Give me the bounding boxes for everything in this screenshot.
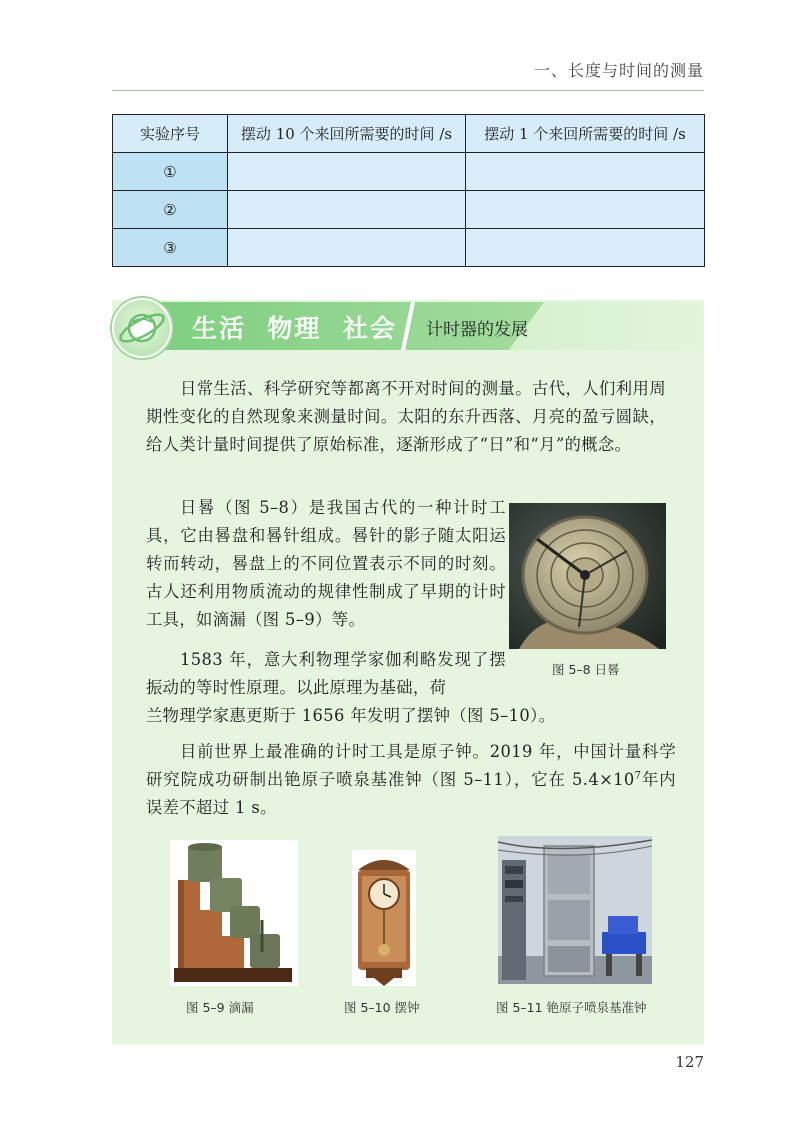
table-row	[113, 229, 705, 267]
banner-title: 生活 物理 社会	[192, 314, 397, 343]
table-cell-time-10[interactable]	[228, 153, 466, 191]
caption-atomic-clock: 图 5–11 铯原子喷泉基准钟	[496, 1000, 647, 1015]
caption-pendulum-clock: 图 5–10 摆钟	[344, 1000, 420, 1015]
saturn-planet-icon	[112, 298, 172, 358]
table-cell-time-10[interactable]	[228, 229, 466, 267]
table-cell-time-1[interactable]	[466, 229, 705, 267]
table-cell-index: ①	[113, 153, 228, 191]
atomic-exponent: 7	[634, 770, 642, 782]
section-banner	[112, 302, 704, 350]
table-cell-time-1[interactable]	[466, 153, 705, 191]
pendulum-clock-image	[352, 850, 416, 986]
atomic-fountain-clock-image	[498, 836, 652, 984]
table-header-row	[113, 115, 705, 153]
table-header-time-1: 摆动 1 个来回所需要的时间 /s	[466, 115, 705, 153]
table-row	[113, 153, 705, 191]
atomic-text-after: 年内误差不超过 1 s。	[146, 770, 676, 817]
caption-water-clock: 图 5–9 滴漏	[186, 1000, 254, 1015]
table-header-time-10: 摆动 10 个来回所需要的时间 /s	[228, 115, 466, 153]
paragraph-intro: 日常生活、科学研究等都离不开对时间的测量。古代，人们利用周期性变化的自然现象来测量时间。太阳的东升西落、月亮的盈亏圆缺，给人类计量时间提供了原始标准，逐渐形成了“日”和“月”的概念。	[146, 379, 666, 454]
paragraph-sundial: 日晷（图 5–8）是我国古代的一种计时工具，它由晷盘和晷针组成。晷针的影子随太阳运转而转动，晷盘上的不同位置表示不同的时刻。古人还利用物质流动的规律性制成了早期的计时工具，如滴漏（图 5–9）等。	[146, 498, 506, 629]
table-cell-time-1[interactable]	[466, 191, 705, 229]
banner-subtitle: 计时器的发展	[426, 320, 528, 340]
sundial-image	[509, 503, 666, 649]
table-cell-index: ②	[113, 191, 228, 229]
table-cell-time-10[interactable]	[228, 191, 466, 229]
paragraph-pendulum: 1583 年，意大利物理学家伽利略发现了摆振动的等时性原理。以此原理为基础，荷	[146, 650, 506, 697]
table-row	[113, 191, 705, 229]
experiment-table	[112, 114, 705, 267]
atomic-text-before: 目前世界上最准确的计时工具是原子钟。2019 年，中国计量科学研究院成功研制出铯原子喷泉基准钟（图 5–11），它在 5.4×10	[146, 742, 676, 789]
water-clock-image	[170, 840, 298, 986]
table-cell-index: ③	[113, 229, 228, 267]
page-number: 127	[675, 1053, 704, 1071]
paragraph-atomic-clock	[146, 738, 676, 822]
chapter-title: 一、长度与时间的测量	[533, 61, 704, 80]
header-divider	[112, 90, 704, 91]
table-header-index: 实验序号	[113, 115, 228, 153]
paragraph-pendulum-cont: 兰物理学家惠更斯于 1656 年发明了摆钟（图 5–10）。	[146, 706, 556, 725]
caption-sundial: 图 5–8 日晷	[552, 662, 620, 677]
